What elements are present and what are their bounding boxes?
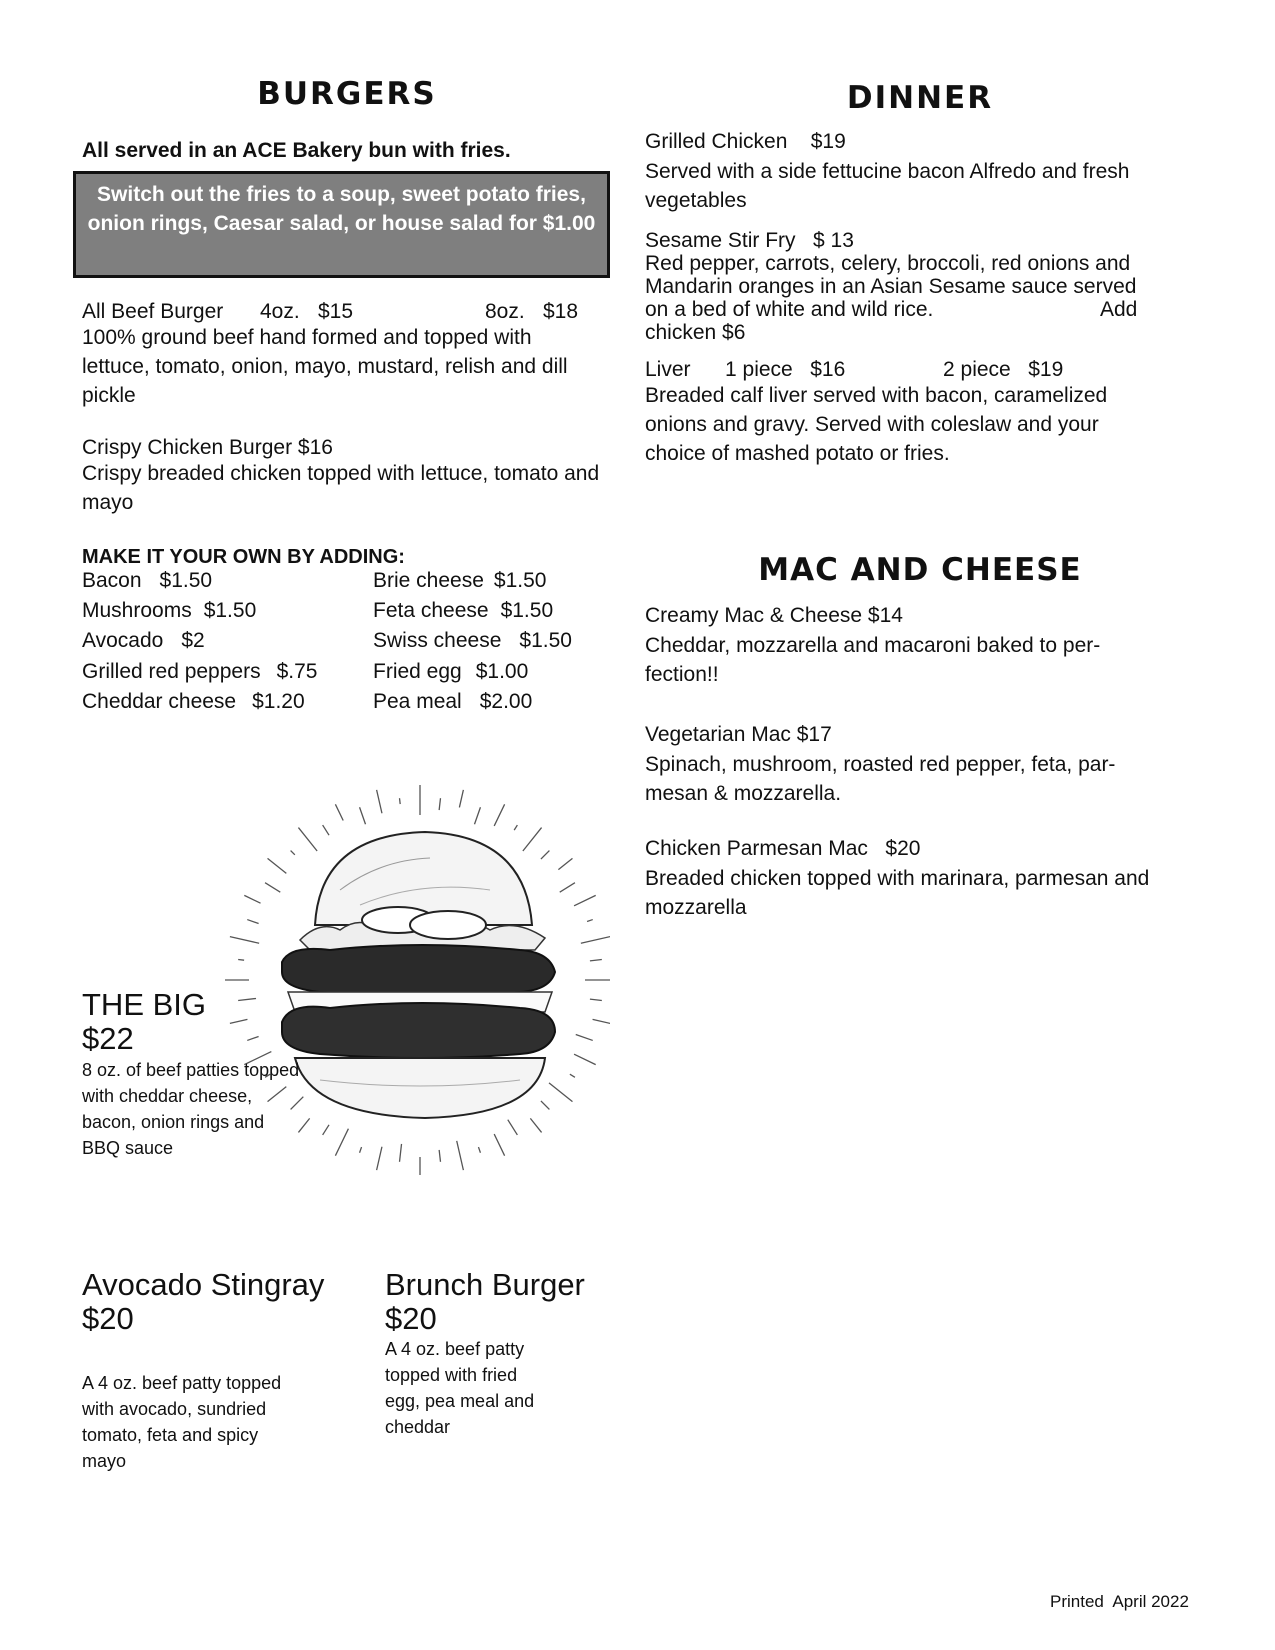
- mac-item-title: Chicken Parmesan Mac $20: [645, 837, 921, 860]
- grilled-chicken-description: Served with a side fettucine bacon Alfredo and fresh vegetables: [645, 160, 1130, 212]
- illustration-ray: [574, 1054, 596, 1064]
- illustration-ray: [494, 804, 504, 826]
- crispy-chicken-burger-title: Crispy Chicken Burger $16: [82, 436, 333, 459]
- stir-fry-title: Sesame Stir Fry $ 13: [645, 229, 854, 252]
- illustration-ray: [400, 1144, 402, 1162]
- dinner-heading: DINNER: [846, 80, 994, 116]
- addon-item: Grilled red peppers $.75: [82, 660, 318, 683]
- grilled-chicken-title: Grilled Chicken $19: [645, 130, 846, 153]
- illustration-ray: [291, 851, 295, 855]
- the-big-name: THE BIG: [82, 987, 207, 1022]
- illustration-ray: [247, 920, 258, 924]
- illustration-ray: [541, 1101, 549, 1109]
- all-beef-price-8oz: $18: [543, 300, 579, 323]
- addons-heading: MAKE IT YOUR OWN BY ADDING:: [82, 546, 405, 568]
- illustration-ray: [459, 790, 463, 808]
- illustration-ray: [474, 807, 480, 824]
- brunch-burger-description: A 4 oz. beef patty topped with fried egg, pea meal and cheddar: [385, 1339, 535, 1437]
- illustration-ray: [230, 1019, 248, 1023]
- liver-description: Breaded calf liver served with bacon, caramelized onions and gravy. Served with coleslaw and your choice of mashed potato or fries.: [645, 384, 1108, 465]
- mac-item-title: Vegetarian Mac $17: [645, 723, 832, 746]
- illustration-ray: [587, 920, 593, 922]
- addon-item: Mushrooms $1.50: [82, 599, 257, 622]
- addon-item: Feta cheese $1.50: [373, 599, 554, 622]
- avocado-stingray-name: Avocado Stingray: [82, 1267, 325, 1302]
- illustration-ray: [541, 851, 549, 859]
- avocado-stingray-title: [82, 1268, 342, 1336]
- illustration-ray: [265, 883, 280, 893]
- stir-fry-description: [645, 252, 1145, 344]
- mac-and-cheese-heading: MAC AND CHEESE: [758, 552, 1082, 588]
- illustration-ray: [335, 804, 343, 820]
- all-beef-price-4oz: $15: [318, 300, 354, 323]
- addon-item: Pea meal $2.00: [373, 690, 533, 713]
- stir-fry-add-chicken: chicken $6: [645, 321, 746, 344]
- illustration-ray: [439, 1150, 440, 1162]
- illustration-ray: [576, 1034, 593, 1040]
- avocado-stingray-price: $20: [82, 1301, 134, 1336]
- illustration-ray: [560, 883, 575, 893]
- illustration-ray: [377, 790, 382, 813]
- illustration-ray: [268, 858, 287, 873]
- illustration-ray: [478, 1147, 480, 1153]
- illustration-ray: [590, 960, 602, 961]
- illustration-ray: [400, 798, 401, 804]
- illustration-ray: [335, 1129, 348, 1156]
- illustration-ray: [238, 960, 244, 961]
- illustration-ray: [230, 937, 259, 944]
- addon-item: Fried egg $1.00: [373, 660, 529, 683]
- illustration-ray: [581, 937, 610, 944]
- addon-item: Cheddar cheese $1.20: [82, 690, 305, 713]
- illustration-ray: [570, 1074, 575, 1077]
- avocado-stingray-description: A 4 oz. beef patty topped with avocado, sundried tomato, feta and spicy mayo: [82, 1373, 282, 1471]
- illustration-ray: [508, 1120, 518, 1135]
- illustration-ray: [494, 1134, 504, 1156]
- brunch-burger-title: Brunch Burger $20: [385, 1267, 585, 1336]
- the-big-title: [82, 988, 206, 1056]
- addon-item: Swiss cheese $1.50: [373, 629, 572, 652]
- liver-name: Liver: [645, 358, 691, 381]
- stir-fry-add-label: Add: [1100, 298, 1138, 321]
- illustration-ray: [574, 895, 596, 905]
- illustration-ray: [558, 858, 572, 869]
- illustration-ray: [590, 999, 602, 1000]
- illustration-ray: [523, 828, 542, 851]
- illustration-ray: [323, 1125, 329, 1135]
- addon-item: Avocado $2: [82, 629, 205, 652]
- burgers-subtitle: All served in an ACE Bakery bun with fries.: [82, 139, 511, 162]
- illustration-ray: [360, 1147, 362, 1153]
- all-beef-burger-name: All Beef Burger: [82, 300, 224, 323]
- burgers-heading: BURGERS: [257, 76, 437, 112]
- illustration-ray: [439, 798, 440, 810]
- liver-option-2: 2 piece $19: [943, 358, 1064, 381]
- the-big-description: 8 oz. of beef patties topped with cheddar cheese, bacon, onion rings and BBQ sauce: [82, 1060, 300, 1158]
- the-big-price: $22: [82, 1021, 134, 1056]
- illustration-ray: [377, 1147, 382, 1170]
- liver-option-1: 1 piece $16: [725, 358, 846, 381]
- addon-item: Bacon $1.50: [82, 569, 213, 592]
- illustration-ray: [457, 1141, 464, 1170]
- mac-item-title: Creamy Mac & Cheese $14: [645, 604, 903, 627]
- printed-date: Printed April 2022: [1050, 1592, 1189, 1611]
- switch-fries-box: Switch out the fries to a soup, sweet potato fries, onion rings, Caesar salad, or house salad for $1.00: [73, 171, 610, 278]
- stir-fry-description-text: Red pepper, carrots, celery, broccoli, red onions and Mandarin oranges in an Asian Sesame sauce served on a bed of white and wild rice.: [645, 252, 1137, 321]
- illustration-ray: [514, 825, 517, 830]
- crispy-chicken-burger-description: Crispy breaded chicken topped with lettuce, tomato and mayo: [82, 462, 600, 514]
- illustration-ray: [549, 1083, 572, 1102]
- illustration-ray: [593, 1019, 610, 1023]
- illustration-ray: [323, 825, 329, 835]
- illustration-ray: [238, 998, 256, 1000]
- illustration-ray: [298, 828, 317, 851]
- illustration-ray: [360, 807, 366, 824]
- mac-item-description: Breaded chicken topped with marinara, parmesan and mozzarella: [645, 867, 1150, 919]
- all-beef-burger-description: 100% ground beef hand formed and topped with lettuce, tomato, onion, mayo, mustard, relish and dill pickle: [82, 326, 568, 407]
- mac-item-description: Spinach, mushroom, roasted red pepper, feta, par-mesan & mozzarella.: [645, 753, 1116, 805]
- illustration-ray: [530, 1118, 541, 1132]
- all-beef-size-8oz: 8oz.: [485, 300, 525, 323]
- all-beef-size-4oz: 4oz.: [260, 300, 300, 323]
- mac-item-description: Cheddar, mozzarella and macaroni baked to per-fection!!: [645, 634, 1101, 686]
- illustration-ray: [247, 1036, 258, 1040]
- addon-item: Brie cheese $1.50: [373, 569, 547, 592]
- illustration-ray: [244, 895, 260, 903]
